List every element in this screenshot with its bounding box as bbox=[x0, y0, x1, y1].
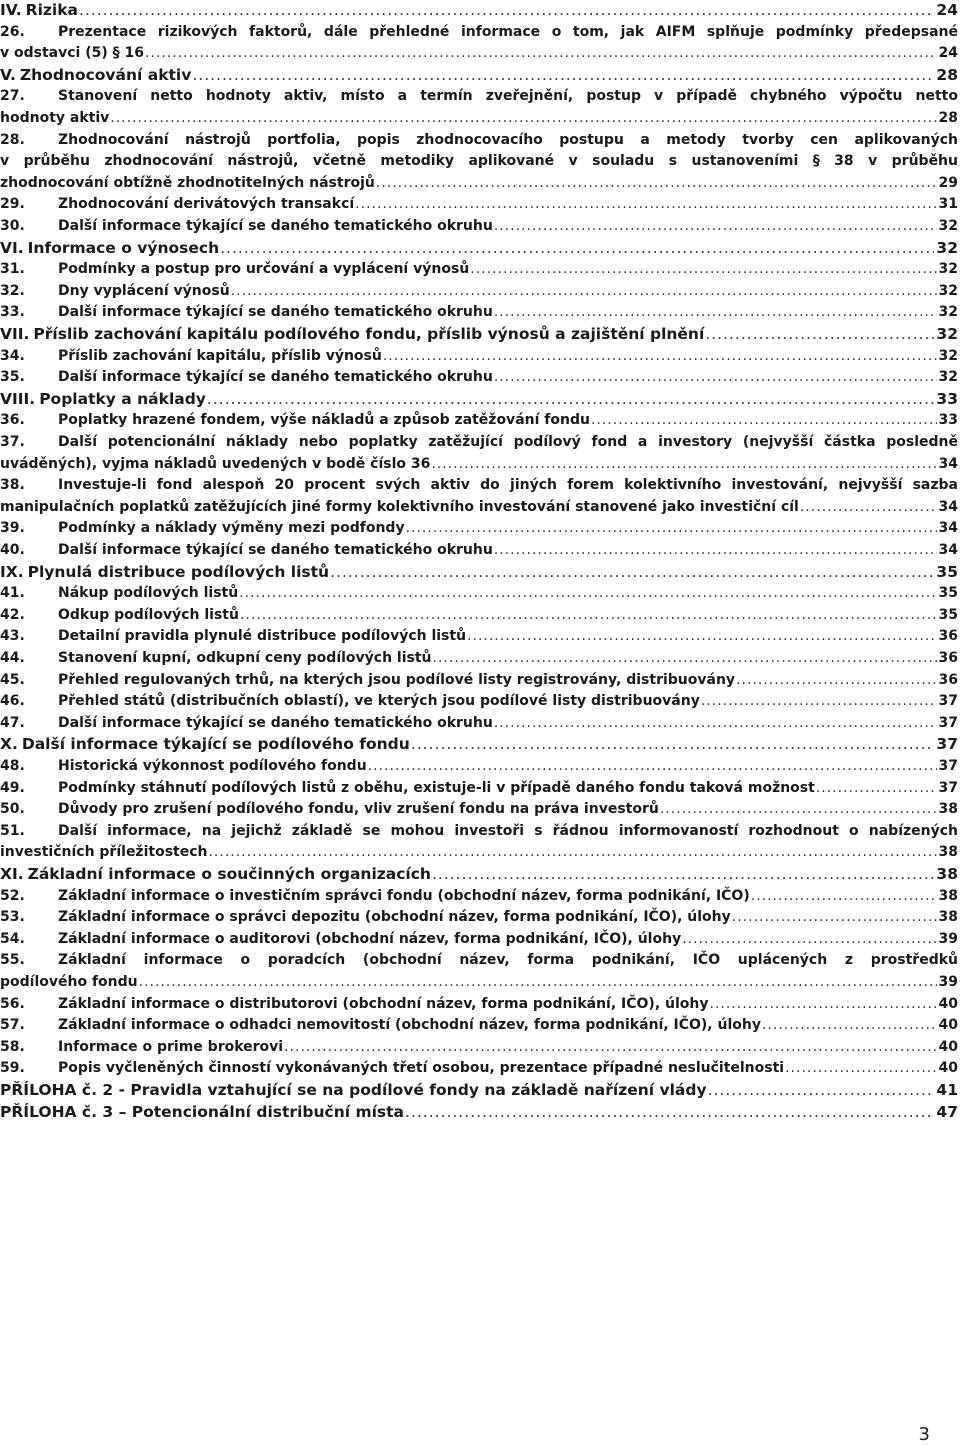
toc-page-number: 40 bbox=[938, 1017, 958, 1034]
toc-item-title: Poplatky a náklady bbox=[39, 389, 206, 408]
toc-page-number: 34 bbox=[938, 520, 958, 537]
dot-leader bbox=[433, 648, 937, 669]
toc-page-number: 35 bbox=[938, 585, 958, 602]
toc-item-title: Stanovení kupní, odkupní ceny podílových listů bbox=[58, 650, 432, 666]
toc-item-title: zhodnocování obtížně zhodnotitelných nástrojů bbox=[0, 174, 375, 191]
toc-item-number: 43. bbox=[0, 628, 25, 645]
dot-leader bbox=[284, 1037, 936, 1058]
toc-item-number: 48. bbox=[0, 758, 25, 774]
toc-item-number: 47. bbox=[0, 714, 25, 731]
toc-item-title: Podmínky a náklady výměny mezi podfondy bbox=[58, 520, 405, 537]
toc-item-title: Základní informace o investičním správci fondu (obchodní název, forma podnikání, IČO) bbox=[58, 887, 750, 904]
dot-leader bbox=[470, 259, 936, 280]
toc-section-number: VIII. bbox=[0, 389, 36, 408]
toc-item-number: 59. bbox=[0, 1060, 25, 1077]
toc-item-title: Informace o prime brokerovi bbox=[58, 1038, 284, 1055]
toc-item-number: 40. bbox=[0, 542, 25, 558]
toc-page-number: 37 bbox=[938, 758, 958, 774]
toc-item-title: Plynulá distribuce podílových listů bbox=[27, 562, 330, 581]
toc-item-number: 45. bbox=[0, 671, 25, 688]
toc-page-number: 38 bbox=[938, 887, 958, 904]
toc-item-number: 56. bbox=[0, 995, 25, 1012]
dot-leader bbox=[710, 994, 937, 1015]
toc-page-number: 24 bbox=[936, 1, 958, 19]
toc-item-title: Základní informace o správci depozitu (obchodní název, forma podnikání, IČO), úlohy bbox=[58, 909, 731, 926]
toc-item-title: uváděných), vyjma nákladů uvedených v bodě číslo 36 bbox=[0, 455, 431, 472]
toc-item-number: 34. bbox=[0, 347, 25, 364]
toc-page-number: 39 bbox=[938, 930, 958, 947]
dot-leader bbox=[376, 173, 937, 194]
dot-leader bbox=[494, 540, 937, 561]
dot-leader bbox=[192, 65, 934, 86]
dot-leader bbox=[751, 886, 937, 907]
dot-leader bbox=[110, 108, 936, 129]
dot-leader bbox=[701, 691, 937, 712]
dot-leader bbox=[240, 605, 937, 626]
toc-page-number: 32 bbox=[938, 369, 958, 386]
dot-leader bbox=[494, 713, 937, 734]
toc-item-number: 30. bbox=[0, 218, 25, 234]
toc-item-title: Podmínky a postup pro určování a vyplácení výnosů bbox=[58, 261, 470, 278]
toc-page-number: 47 bbox=[936, 1102, 958, 1121]
toc-page-number: 31 bbox=[938, 196, 958, 213]
toc-item-number: 29. bbox=[0, 196, 25, 213]
toc-page-number: 34 bbox=[938, 542, 958, 558]
toc-item-number: 52. bbox=[0, 887, 25, 904]
toc-item-number: 55. bbox=[0, 952, 25, 969]
toc-item-number: 39. bbox=[0, 520, 25, 537]
dot-leader bbox=[139, 972, 937, 993]
dot-leader bbox=[330, 562, 934, 583]
toc-item-title: Zhodnocování nástrojů portfolia, popis zhodnocovacího postupu a metody tvorby cen aplikovaných bbox=[58, 131, 958, 148]
toc-item-title: Prezentace rizikových faktorů, dále přehledné informace o tom, jak AIFM splňuje podmínky předepsané bbox=[58, 23, 958, 40]
toc-section-number: VI. bbox=[0, 238, 24, 257]
toc-item-title: Příslib zachování kapitálu, příslib výnosů bbox=[58, 347, 382, 364]
toc-page-number: 32 bbox=[936, 325, 958, 343]
toc-page-number: 39 bbox=[938, 974, 958, 990]
toc-page-number: 29 bbox=[938, 174, 958, 191]
toc-page-number: 24 bbox=[938, 45, 958, 62]
toc-item-number: 31. bbox=[0, 261, 25, 278]
toc-page-number: 32 bbox=[938, 261, 958, 278]
toc-item-title: Zhodnocování derivátových transakcí bbox=[58, 196, 355, 213]
toc-page-number: 38 bbox=[938, 909, 958, 926]
toc-page-number: 38 bbox=[938, 844, 958, 861]
toc-item-title: Důvody pro zrušení podílového fondu, vliv zrušení fondu na práva investorů bbox=[58, 801, 659, 818]
toc-item-title: Příslib zachování kapitálu podílového fondu, příslib výnosů a zajištění plnění bbox=[33, 325, 705, 343]
toc-item-title: podílového fondu bbox=[0, 974, 138, 990]
dot-leader bbox=[411, 734, 935, 755]
toc-item-title: Další informace týkající se podílového fondu bbox=[21, 735, 410, 754]
page-number: 3 bbox=[918, 1424, 930, 1445]
toc-page-number: 35 bbox=[936, 562, 958, 581]
toc-item-number: 42. bbox=[0, 606, 25, 623]
toc-item-title: Popis vyčleněných činností vykonávaných třetí osobou, prezentace případné neslučitelnosti bbox=[58, 1060, 785, 1077]
toc-item-title: Nákup podílových listů bbox=[58, 585, 239, 602]
dot-leader bbox=[800, 497, 937, 518]
toc-item-title: Přehled států (distribučních oblastí), ve kterých jsou podílové listy distribuovány bbox=[58, 693, 700, 710]
dot-leader bbox=[405, 1102, 934, 1123]
dot-leader bbox=[762, 1015, 937, 1036]
toc-item-title: Základní informace o poradcích (obchodní název, forma podnikání, IČO uplácených z prostředků bbox=[58, 952, 958, 969]
toc-item-number: 27. bbox=[0, 88, 25, 105]
dot-leader bbox=[494, 367, 937, 388]
toc-item-title: v odstavci (5) § 16 bbox=[0, 45, 144, 62]
toc-item-title: Poplatky hrazené fondem, výše nákladů a způsob zatěžování fondu bbox=[58, 412, 590, 429]
toc-item-number: 54. bbox=[0, 930, 25, 947]
toc-section-number: IX. bbox=[0, 562, 24, 581]
toc-item-title: Další informace týkající se daného tematického okruhu bbox=[58, 218, 493, 234]
toc-item-title: hodnoty aktiv bbox=[0, 110, 110, 126]
dot-leader bbox=[736, 670, 936, 691]
toc-item-title: PŘÍLOHA č. 2 - Pravidla vztahující se na podílové fondy na základě nařízení vlády bbox=[0, 1081, 707, 1099]
toc-page-number: 37 bbox=[938, 714, 958, 731]
toc-item-title: Další potencionální náklady nebo poplatky zatěžující podílový fond a investory (nejvyšší částka posledně bbox=[58, 434, 958, 450]
toc-item-title: Další informace týkající se daného tematického okruhu bbox=[58, 369, 493, 386]
toc-item-title: Detailní pravidla plynulé distribuce podílových listů bbox=[58, 628, 467, 645]
toc-item-title: Rizika bbox=[25, 1, 79, 19]
toc-item-number: 44. bbox=[0, 650, 25, 666]
dot-leader bbox=[355, 194, 936, 215]
dot-leader bbox=[239, 583, 936, 604]
toc-item-title: Další informace týkající se daného tematického okruhu bbox=[58, 542, 493, 558]
toc-item-number: 33. bbox=[0, 304, 25, 321]
toc-page-number: 40 bbox=[938, 1038, 958, 1055]
toc-page-number: 32 bbox=[938, 347, 958, 364]
dot-leader bbox=[494, 216, 937, 237]
toc-item-title: Základní informace o součinných organizacích bbox=[27, 865, 431, 883]
toc-item-title: Základní informace o odhadci nemovitostí (obchodní název, forma podnikání, IČO), úlohy bbox=[58, 1017, 761, 1034]
toc-item-title: Další informace týkající se daného tematického okruhu bbox=[58, 714, 493, 731]
toc-page-number: 33 bbox=[936, 389, 958, 408]
toc-item-title: Další informace týkající se daného tematického okruhu bbox=[58, 304, 493, 321]
toc-item-title: Podmínky stáhnutí podílových listů z oběhu, existuje-li v případě daného fondu taková možnost bbox=[58, 779, 815, 796]
toc-page-number: 37 bbox=[936, 735, 958, 754]
toc-item-number: 58. bbox=[0, 1038, 25, 1055]
toc-page-number: 40 bbox=[938, 1060, 958, 1077]
toc-item-title: Základní informace o auditorovi (obchodní název, forma podnikání, IČO), úlohy bbox=[58, 930, 682, 947]
toc-item-number: 26. bbox=[0, 23, 25, 40]
dot-leader bbox=[785, 1058, 936, 1079]
toc-page-number: 38 bbox=[936, 865, 958, 883]
toc-item-title: v průběhu zhodnocování nástrojů, včetně metodiky aplikované v souladu s ustanoveními § 38 v průběhu bbox=[0, 153, 958, 170]
toc-item-title: PŘÍLOHA č. 3 – Potencionální distribuční místa bbox=[0, 1102, 405, 1121]
toc-item-number: 32. bbox=[0, 282, 25, 299]
toc-item-title: Odkup podílových listů bbox=[58, 606, 239, 623]
toc-item-number: 53. bbox=[0, 909, 25, 926]
toc-item-title: Stanovení netto hodnoty aktiv, místo a termín zveřejnění, postup v případě chybného výpočtu netto bbox=[58, 88, 958, 105]
dot-leader bbox=[432, 864, 934, 885]
dot-leader bbox=[705, 324, 934, 345]
toc-section-number: IV. bbox=[0, 1, 22, 19]
toc-item-title: Informace o výnosech bbox=[27, 238, 220, 257]
toc-page-number: 38 bbox=[938, 801, 958, 818]
toc-item-number: 57. bbox=[0, 1017, 25, 1034]
toc-item-title: Dny vyplácení výnosů bbox=[58, 282, 230, 299]
toc-item-title: manipulačních poplatků zatěžujících jiné formy kolektivního investování stanovené jako investiční cíl bbox=[0, 498, 799, 515]
dot-leader bbox=[383, 346, 937, 367]
toc-page-number: 34 bbox=[938, 455, 958, 472]
toc-item-title: Zhodnocování aktiv bbox=[19, 65, 192, 84]
dot-leader bbox=[368, 756, 937, 777]
dot-leader bbox=[660, 799, 937, 820]
toc-page-number: 37 bbox=[938, 779, 958, 796]
dot-leader bbox=[231, 281, 937, 302]
toc-page-number: 32 bbox=[938, 304, 958, 321]
toc-item-number: 37. bbox=[0, 434, 25, 450]
toc-item-number: 38. bbox=[0, 477, 25, 494]
toc-section-number: XI. bbox=[0, 865, 24, 883]
toc-item-title: Základní informace o distributorovi (obchodní název, forma podnikání, IČO), úlohy bbox=[58, 995, 709, 1012]
dot-leader bbox=[207, 389, 935, 410]
toc-page-number: 33 bbox=[938, 412, 958, 429]
toc-section-number: X. bbox=[0, 735, 18, 754]
toc-item-number: 35. bbox=[0, 369, 25, 386]
dot-leader bbox=[145, 43, 937, 64]
toc-page-number: 28 bbox=[938, 110, 958, 126]
toc-section-number: VII. bbox=[0, 325, 30, 343]
toc-item-number: 46. bbox=[0, 693, 25, 710]
dot-leader bbox=[431, 454, 936, 475]
toc-page-number: 40 bbox=[938, 995, 958, 1012]
toc-item-number: 50. bbox=[0, 801, 25, 818]
dot-leader bbox=[591, 410, 937, 431]
dot-leader bbox=[708, 1080, 935, 1101]
dot-leader bbox=[732, 907, 937, 928]
dot-leader bbox=[208, 842, 936, 863]
dot-leader bbox=[467, 626, 936, 647]
toc-page-number: 37 bbox=[938, 693, 958, 710]
toc-page-number: 34 bbox=[938, 498, 958, 515]
toc-page-number: 32 bbox=[938, 282, 958, 299]
dot-leader bbox=[494, 302, 937, 323]
toc-item-number: 36. bbox=[0, 412, 25, 429]
toc-item-number: 41. bbox=[0, 585, 25, 602]
toc-item-number: 49. bbox=[0, 779, 25, 796]
toc-section-number: V. bbox=[0, 65, 16, 84]
toc-page-number: 36 bbox=[938, 671, 958, 688]
toc-item-title: Investuje-li fond alespoň 20 procent svých aktiv do jiných forem kolektivního investování, nejvyšší sazba bbox=[58, 477, 958, 494]
toc-page-number: 28 bbox=[936, 65, 958, 84]
toc-page-number: 36 bbox=[938, 650, 958, 666]
toc-page-number: 35 bbox=[938, 606, 958, 623]
toc-item-number: 28. bbox=[0, 131, 25, 148]
toc-item-title: Historická výkonnost podílového fondu bbox=[58, 758, 367, 774]
toc-page-number: 36 bbox=[938, 628, 958, 645]
dot-leader bbox=[220, 238, 934, 259]
toc-page-number: 41 bbox=[936, 1081, 958, 1099]
dot-leader bbox=[79, 0, 934, 21]
toc-item-title: Další informace, na jejichž základě se mohou investoři s řádnou informovaností rozhodnout o nabízených bbox=[58, 822, 958, 839]
toc-page-number: 32 bbox=[936, 238, 958, 257]
dot-leader bbox=[816, 778, 937, 799]
toc-item-title: Přehled regulovaných trhů, na kterých jsou podílové listy registrovány, distribuovány bbox=[58, 671, 736, 688]
toc-item-title: investičních příležitostech bbox=[0, 844, 208, 861]
dot-leader bbox=[682, 929, 936, 950]
dot-leader bbox=[406, 518, 937, 539]
toc-item-number: 51. bbox=[0, 822, 25, 839]
toc-page-number: 32 bbox=[938, 218, 958, 234]
